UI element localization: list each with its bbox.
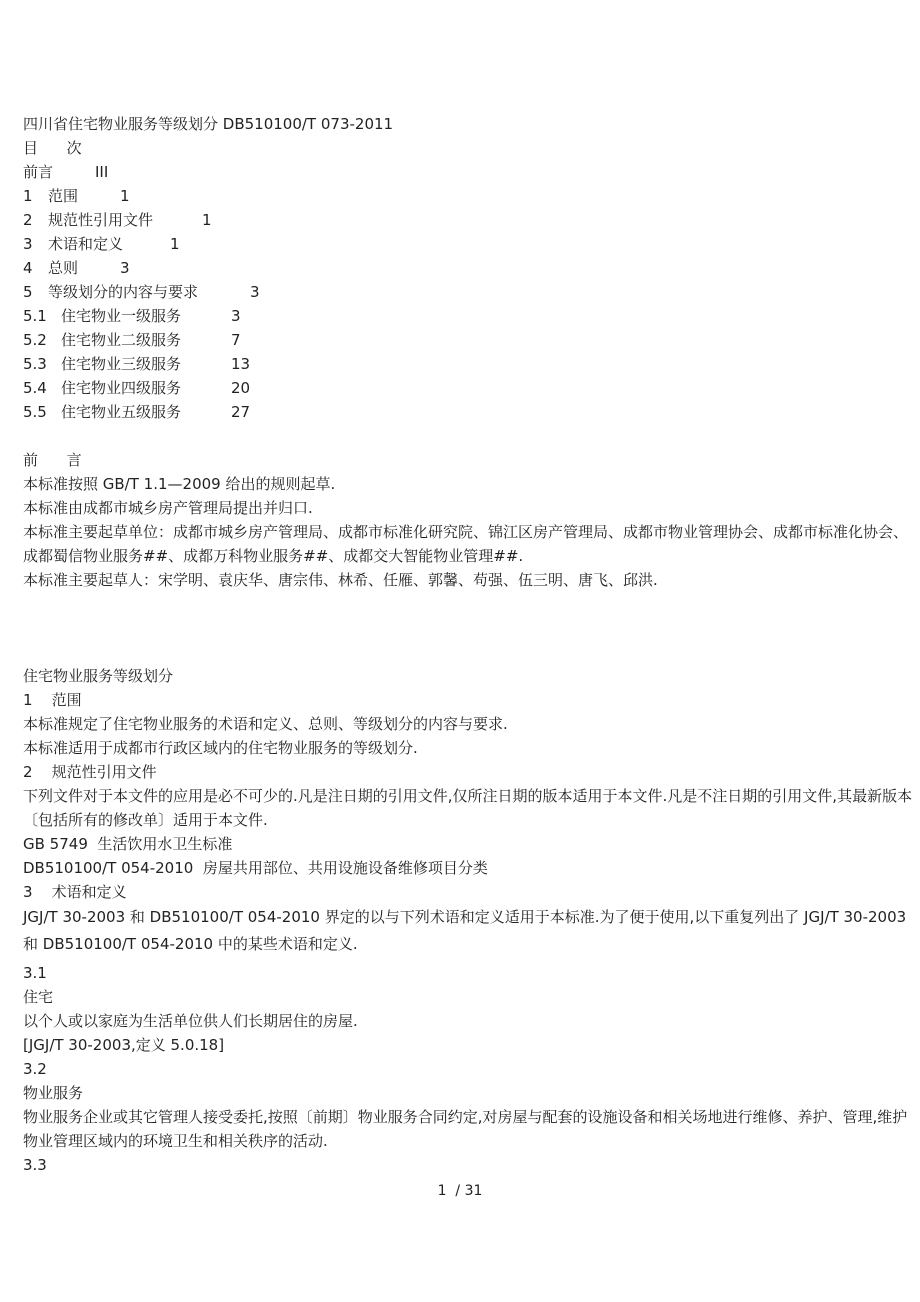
section-paragraph: 本标准适用于成都市行政区域内的住宅物业服务的等级划分.	[23, 739, 418, 757]
toc-item[interactable]	[23, 376, 920, 400]
toc-item-page: 27	[231, 403, 251, 421]
toc-item[interactable]	[23, 280, 920, 304]
spacer	[23, 424, 920, 448]
toc-item-page: 13	[231, 355, 251, 373]
toc-item-page: 20	[231, 379, 251, 397]
toc-item-label: 住宅物业三级服务	[61, 355, 182, 373]
toc-item-label: 住宅物业四级服务	[61, 379, 182, 397]
toc-item[interactable]	[23, 160, 920, 184]
foreword-paragraph: 本标准由成都市城乡房产管理局提出并归口.	[23, 499, 313, 517]
toc-item-page: 3	[120, 259, 130, 277]
term-number: 3.2	[23, 1060, 47, 1078]
toc-item-number: 前言	[23, 163, 54, 181]
toc-item-number: 5.4	[23, 379, 47, 397]
section-paragraph: 本标准规定了住宅物业服务的术语和定义、总则、等级划分的内容与要求.	[23, 715, 508, 733]
toc-item-page: 3	[231, 307, 241, 325]
term-reference: [JGJ/T 30-2003,定义 5.0.18]	[23, 1036, 225, 1054]
toc-item-label: 住宅物业一级服务	[61, 307, 182, 325]
term-name: 住宅	[23, 988, 54, 1006]
section-heading: 1 范围	[23, 691, 82, 709]
body-title: 住宅物业服务等级划分	[23, 667, 174, 685]
toc-item-number: 4	[23, 259, 33, 277]
document-content	[23, 112, 920, 1177]
toc-item-number: 3	[23, 235, 33, 253]
toc-item[interactable]	[23, 352, 920, 376]
toc-item-label: 术语和定义	[48, 235, 124, 253]
toc-item[interactable]	[23, 328, 920, 352]
foreword-heading: 前 言	[23, 451, 82, 469]
toc-item-page: 3	[250, 283, 260, 301]
toc-item[interactable]	[23, 184, 920, 208]
toc-item-page: 7	[231, 331, 241, 349]
toc-item-page: 1	[170, 235, 180, 253]
toc-item-number: 2	[23, 211, 33, 229]
foreword-paragraph: 本标准主要起草单位：成都市城乡房产管理局、成都市标准化研究院、锦江区房产管理局、成都市物业管理协会、成都市标准化协会、成都蜀信物业服务##、成都万科物业服务##、成都交大智能物业管理##.	[23, 523, 909, 565]
section-heading: 3 术语和定义	[23, 883, 127, 901]
toc-item[interactable]	[23, 232, 920, 256]
toc-item-page: III	[95, 163, 109, 181]
term-number: 3.3	[23, 1156, 47, 1174]
spacer	[23, 592, 920, 664]
page-indicator: 1 / 31	[437, 1183, 483, 1199]
toc-item-number: 1	[23, 187, 33, 205]
document-title: 四川省住宅物业服务等级划分 DB510100/T 073-2011	[23, 115, 394, 133]
term-name: 物业服务	[23, 1084, 84, 1102]
toc-item[interactable]	[23, 400, 920, 424]
toc-item[interactable]	[23, 256, 920, 280]
toc-item-page: 1	[202, 211, 212, 229]
toc-item-label: 住宅物业二级服务	[61, 331, 182, 349]
section-paragraph: 下列文件对于本文件的应用是必不可少的.凡是注日期的引用文件,仅所注日期的版本适用于本文件.凡是不注日期的引用文件,其最新版本〔包括所有的修改单〕适用于本文件.	[23, 787, 913, 829]
section-heading: 2 规范性引用文件	[23, 763, 157, 781]
toc-item-number: 5.2	[23, 331, 47, 349]
toc-item-number: 5.3	[23, 355, 47, 373]
term-number: 3.1	[23, 964, 47, 982]
toc-item-label: 等级划分的内容与要求	[48, 283, 199, 301]
toc-item-number: 5.1	[23, 307, 47, 325]
toc-item[interactable]	[23, 304, 920, 328]
section-paragraph: JGJ/T 30-2003 和 DB510100/T 054-2010 界定的以与下列术语和定义适用于本标准.为了便于使用,以下重复列出了 JGJ/T 30-2003 和 DB510100/T 054-2010 中的某些术语和定义.	[23, 908, 907, 953]
toc-item-number: 5	[23, 283, 33, 301]
toc-item-label: 范围	[48, 187, 79, 205]
term-definition: 以个人或以家庭为生活单位供人们长期居住的房屋.	[23, 1012, 358, 1030]
toc-heading: 目 次	[23, 139, 82, 157]
toc-item-label: 总则	[48, 259, 79, 277]
toc-item[interactable]	[23, 208, 920, 232]
toc-item-page: 1	[120, 187, 130, 205]
foreword-paragraph: 本标准按照 GB/T 1.1—2009 给出的规则起草.	[23, 475, 336, 493]
reference-item: GB 5749 生活饮用水卫生标准	[23, 835, 233, 853]
toc-item-label: 住宅物业五级服务	[61, 403, 182, 421]
term-definition: 物业服务企业或其它管理人接受委托,按照〔前期〕物业服务合同约定,对房屋与配套的设施设备和相关场地进行维修、养护、管理,维护物业管理区域内的环境卫生和相关秩序的活动.	[23, 1108, 908, 1150]
toc-item-number: 5.5	[23, 403, 47, 421]
reference-item: DB510100/T 054-2010 房屋共用部位、共用设施设备维修项目分类	[23, 859, 488, 877]
toc-item-label: 规范性引用文件	[48, 211, 154, 229]
foreword-paragraph: 本标准主要起草人：宋学明、袁庆华、唐宗伟、林希、任雁、郭馨、苟强、伍三明、唐飞、邱洪.	[23, 571, 658, 589]
